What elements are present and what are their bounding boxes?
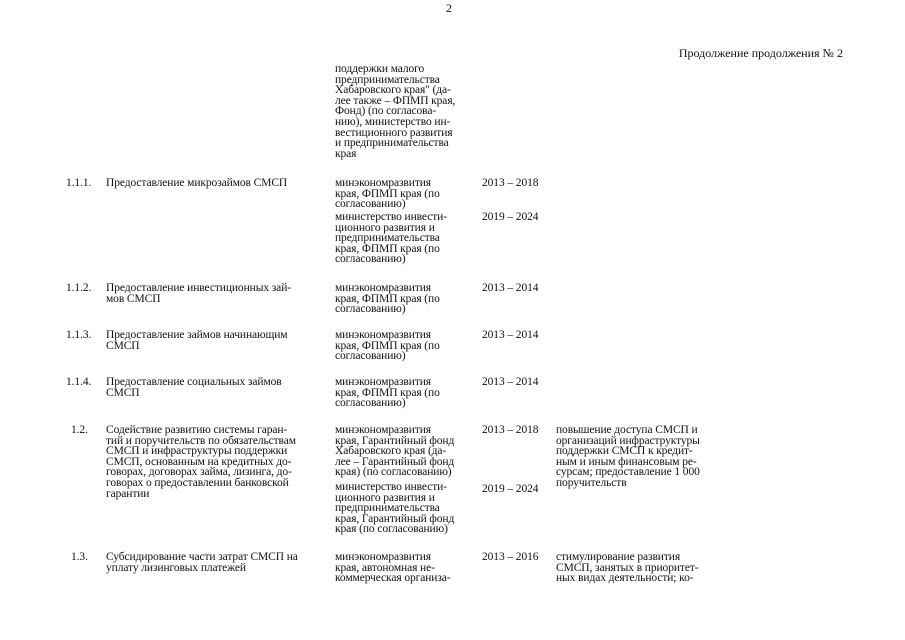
row-number: 1.1.4. [66, 376, 92, 388]
row-result: стимулирование развития СМСП, занятых в приоритет- ных видах деятельности; ко- [556, 551, 699, 585]
page-number: 2 [446, 1, 452, 15]
row-executor: минэкономразвития края, Гарантийный фонд Хабаровского края (да- лее – Гарантийный фонд края) (по согласованию) [335, 424, 455, 479]
row-period: 2013 – 2014 [482, 329, 539, 341]
row-executor-secondary: министерство инвести- ционного развития и предпринимательства края, ФПМП края (по согласованию) [335, 211, 447, 266]
row-period-secondary: 2019 – 2024 [482, 483, 539, 495]
row-period: 2013 – 2018 [482, 177, 539, 189]
row-title: Предоставление займов начинающим СМСП [106, 329, 288, 352]
row-period: 2013 – 2014 [482, 376, 539, 388]
row-period: 2013 – 2016 [482, 551, 539, 563]
row-period-secondary: 2019 – 2024 [482, 211, 539, 223]
row-executor: минэкономразвития края, ФПМП края (по согласованию) [335, 376, 440, 410]
row-result: повышение доступа СМСП и организаций инфраструктуры поддержки СМСП к кредит- ным и иным финансовым ре- сурсам; предоставление 1 000 поручительств [556, 424, 700, 489]
row-number: 1.1.3. [66, 329, 92, 341]
row-executor: минэкономразвития края, ФПМП края (по согласованию) [335, 177, 440, 211]
row-executor: минэкономразвития края, ФПМП края (по согласованию) [335, 282, 440, 316]
row-title: Содействие развитию системы гаран- тий и поручительств по обязательствам СМСП и инфраструктуры поддержки СМСП, основанным на кредитных до- говорах, договорах займа, лизинга, до- говорах о предоставлении банковской гарантии [106, 424, 296, 500]
row-title: Предоставление микрозаймов СМСП [106, 177, 288, 189]
row-period: 2013 – 2014 [482, 282, 539, 294]
row-executor: минэкономразвития края, автономная не- коммерческая организа- [335, 551, 451, 585]
continuation-label: Продолжение продолжения № 2 [678, 46, 843, 60]
row-number: 1.1.2. [66, 282, 92, 294]
row-executor-secondary: министерство инвести- ционного развития и предпринимательства края, Гарантийный фонд края (по согласованию) [335, 481, 455, 536]
row-title: Субсидирование части затрат СМСП на уплату лизинговых платежей [106, 551, 298, 574]
row-number: 1.2. [71, 424, 88, 436]
row-executor: минэкономразвития края, ФПМП края (по согласованию) [335, 329, 440, 363]
executor-continuation: поддержки малого предпринимательства Хабаровского края" (да- лее также – ФПМП края, Фонд) (по согласова- нию), министерство ин- вестиционного развития и предпринимательства края [335, 63, 456, 160]
row-number: 1.1.1. [66, 177, 92, 189]
row-period: 2013 – 2018 [482, 424, 539, 436]
row-title: Предоставление инвестиционных зай- мов СМСП [106, 282, 291, 305]
row-title: Предоставление социальных займов СМСП [106, 376, 282, 399]
row-number: 1.3. [71, 551, 88, 563]
